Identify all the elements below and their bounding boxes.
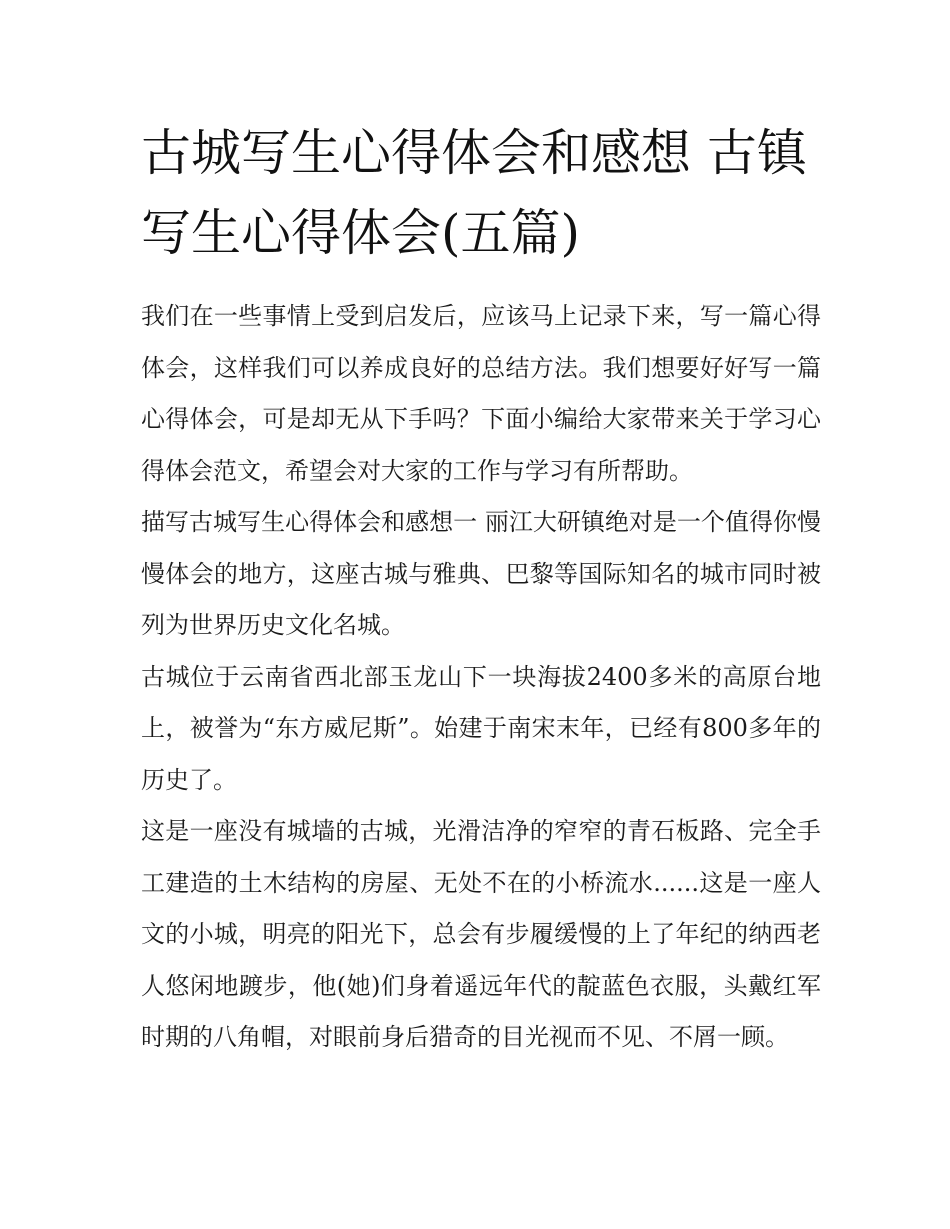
- document-title: 古城写生心得体会和感想 古镇写生心得体会(五篇): [141, 124, 807, 262]
- document-body: [141, 291, 821, 1064]
- paragraph-location: 古城位于云南省西北部玉龙山下一块海拔2400多米的高原台地上，被誉为“东方威尼斯”。始建于南宋末年，已经有800多年的历史了。: [141, 662, 821, 794]
- paragraph-description: 这是一座没有城墙的古城，光滑洁净的窄窄的青石板路、完全手工建造的土木结构的房屋、无处不在的小桥流水......这是一座人文的小城，明亮的阳光下，总会有步履缓慢的上了年纪的纳西老人悠闲地踱步，他(她)们身着遥远年代的靛蓝色衣服，头戴红军时期的八角帽，对眼前身后猎奇的目光视而不见、不屑一顾。: [141, 817, 821, 1051]
- paragraph-lijiang: 描写古城写生心得体会和感想一 丽江大研镇绝对是一个值得你慢慢体会的地方，这座古城与雅典、巴黎等国际知名的城市同时被列为世界历史文化名城。: [141, 508, 821, 639]
- paragraph-intro: 我们在一些事情上受到启发后，应该马上记录下来，写一篇心得体会，这样我们可以养成良好的总结方法。我们想要好好写一篇心得体会，可是却无从下手吗？下面小编给大家带来关于学习心得体会范文，希望会对大家的工作与学习有所帮助。: [141, 302, 821, 485]
